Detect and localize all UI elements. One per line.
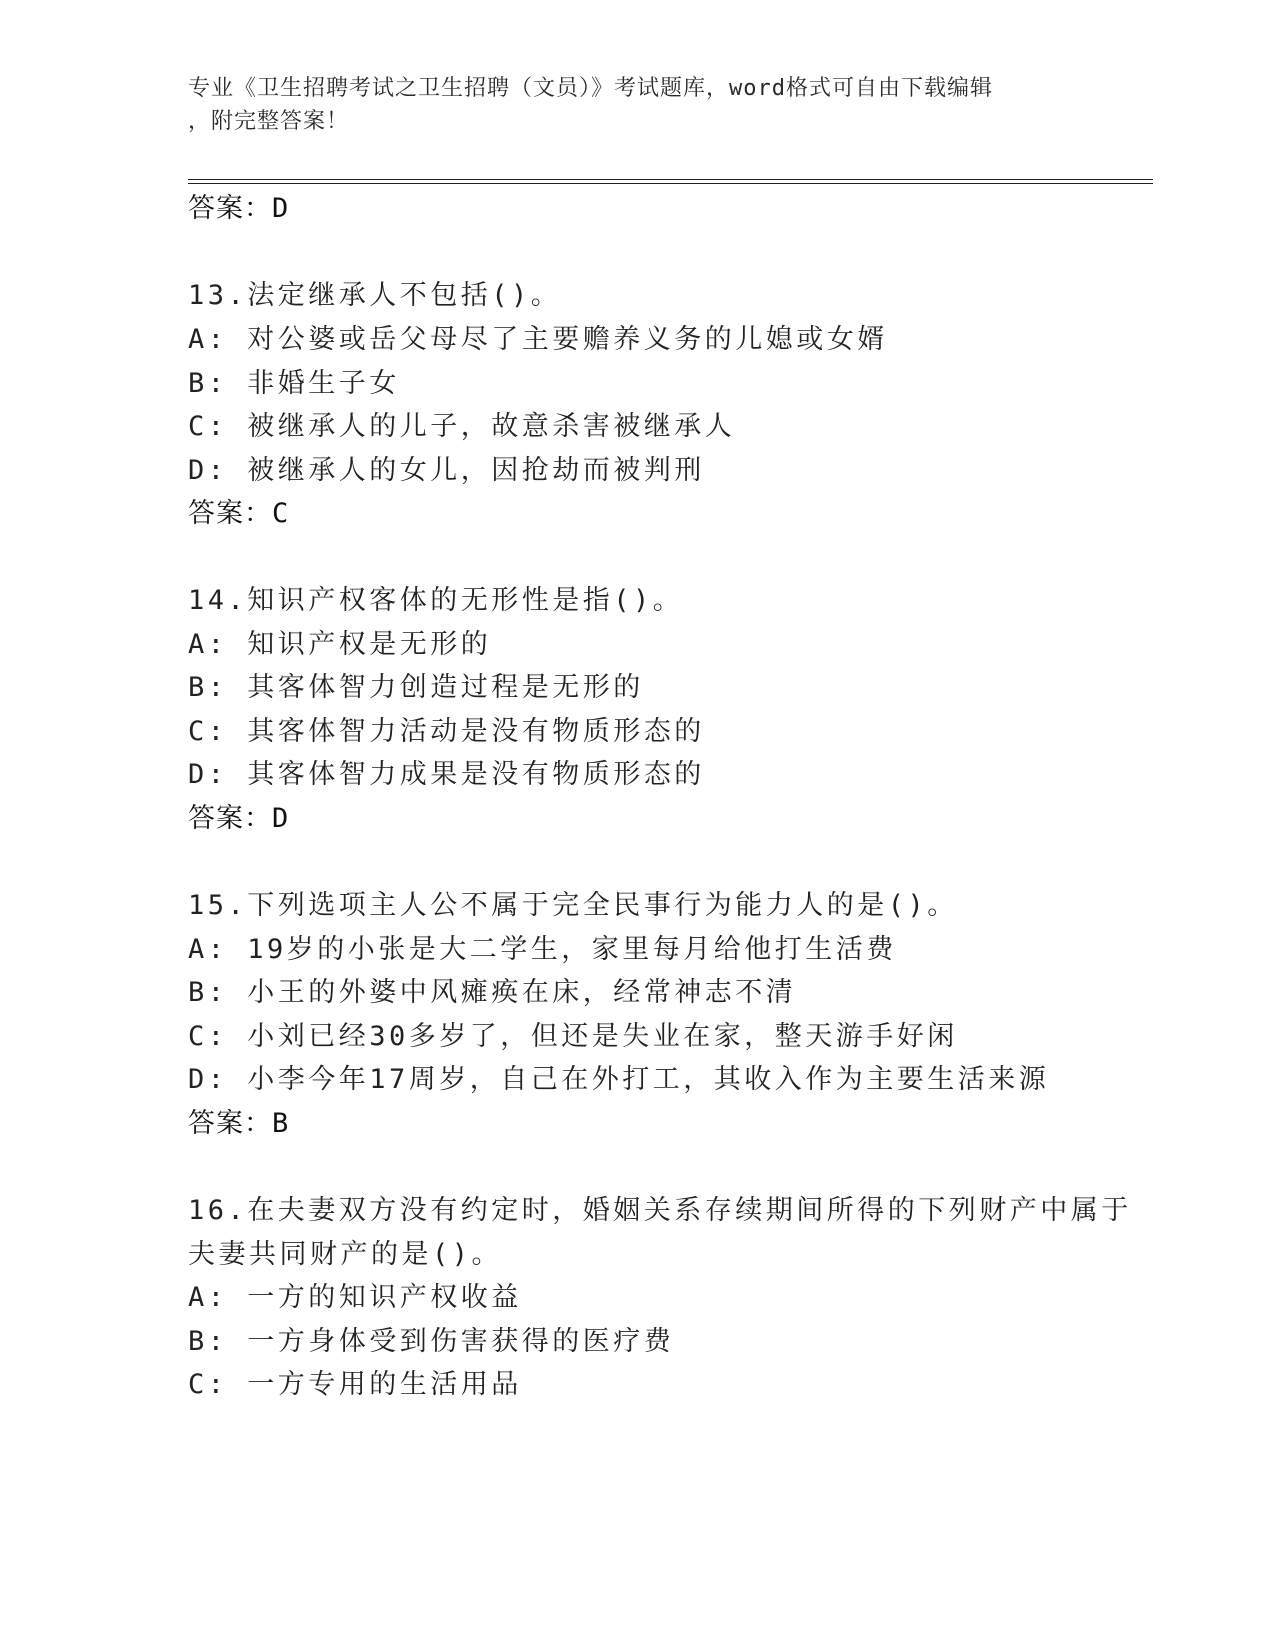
answer-value: B <box>272 1108 290 1139</box>
question-option: A: 19岁的小张是大二学生，家里每月给他打生活费 <box>188 934 897 965</box>
question-stem: 13.法定继承人不包括()。 <box>188 280 562 311</box>
header-divider-top <box>188 179 1153 180</box>
answer-value: D <box>272 193 290 224</box>
question-option: A: 知识产权是无形的 <box>188 629 492 660</box>
question-stem-continued: 夫妻共同财产的是()。 <box>188 1239 503 1270</box>
question-option: B: 一方身体受到伤害获得的医疗费 <box>188 1326 675 1357</box>
question-option: D: 小李今年17周岁，自己在外打工，其收入作为主要生活来源 <box>188 1064 1050 1095</box>
answer-label: 答案： <box>188 498 272 529</box>
question-option: B: 小王的外婆中风瘫痪在床，经常神志不清 <box>188 977 797 1008</box>
question-option: A: 一方的知识产权收益 <box>188 1282 522 1313</box>
answer-label: 答案： <box>188 1108 272 1139</box>
question-option: C: 小刘已经30多岁了，但还是失业在家，整天游手好闲 <box>188 1021 958 1052</box>
document-header <box>188 72 1068 138</box>
answer-label: 答案： <box>188 803 272 834</box>
question-option: C: 其客体智力活动是没有物质形态的 <box>188 716 705 747</box>
header-line-1: 专业《卫生招聘考试之卫生招聘（文员）》考试题库，word格式可自由下载编辑 <box>188 76 993 101</box>
answer-value: C <box>272 498 290 529</box>
header-divider-bottom <box>188 183 1153 184</box>
answer-line <box>188 1106 289 1142</box>
question-option: B: 其客体智力创造过程是无形的 <box>188 672 644 703</box>
question-stem: 15.下列选项主人公不属于完全民事行为能力人的是()。 <box>188 890 958 921</box>
question-option: D: 被继承人的女儿，因抢劫而被判刑 <box>188 455 705 486</box>
question-option: D: 其客体智力成果是没有物质形态的 <box>188 759 705 790</box>
answer-line <box>188 191 289 227</box>
answer-line <box>188 801 289 837</box>
question-option: A: 对公婆或岳父母尽了主要赡养义务的儿媳或女婿 <box>188 324 888 355</box>
answer-label: 答案： <box>188 193 272 224</box>
answer-value: D <box>272 803 290 834</box>
question-option: C: 一方专用的生活用品 <box>188 1369 522 1400</box>
header-line-2: ，附完整答案！ <box>188 109 350 134</box>
answer-line <box>188 496 289 532</box>
question-stem: 16.在夫妻双方没有约定时，婚姻关系存续期间所得的下列财产中属于 <box>188 1195 1132 1226</box>
question-stem: 14.知识产权客体的无形性是指()。 <box>188 585 684 616</box>
question-option: B: 非婚生子女 <box>188 368 400 399</box>
question-option: C: 被继承人的儿子，故意杀害被继承人 <box>188 411 736 442</box>
